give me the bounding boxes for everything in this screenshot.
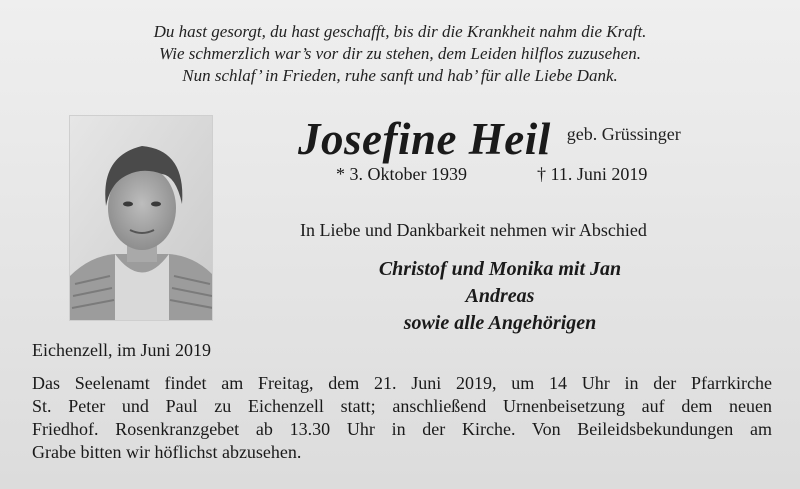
service-line: Das Seelenamt findet am Freitag, dem 21. Juni 2019, um 14 Uhr in der Pfarrkirche — [32, 373, 772, 393]
place-date: Eichenzell, im Juni 2019 — [32, 340, 211, 360]
poem-line: Nun schlaf’ in Frieden, ruhe sanft und hab’ für alle Liebe Dank. — [182, 66, 618, 85]
poem-line: Du hast gesorgt, du hast geschafft, bis dir die Krankheit nahm die Kraft. — [153, 22, 647, 41]
service-announcement — [32, 372, 772, 464]
poem-line: Wie schmerzlich war’s vor dir zu stehen, dem Leiden hilflos zuzusehen. — [159, 44, 641, 63]
birth-date: * 3. Oktober 1939 — [336, 164, 467, 184]
maiden-name: geb. Grüssinger — [566, 124, 681, 144]
mourner-line: Christof und Monika mit Jan — [378, 258, 622, 280]
mourner-line: sowie alle Angehörigen — [403, 312, 597, 334]
service-line: Friedhof. Rosenkranzgebet ab 13.30 Uhr in der Kirche. Von Beileidsbekundungen am — [32, 419, 772, 439]
portrait-photo — [69, 115, 213, 321]
death-date: † 11. Juni 2019 — [537, 164, 648, 184]
mourner-line: Andreas — [465, 285, 535, 307]
deceased-name: Josefine Heil — [298, 114, 551, 164]
farewell-text: In Liebe und Dankbarkeit nehmen wir Abschied — [300, 220, 647, 240]
service-line: St. Peter und Paul zu Eichenzell statt; anschließend Urnenbeisetzung auf dem neuen — [32, 396, 772, 416]
service-line: Grabe bitten wir höflichst abzusehen. — [32, 442, 302, 462]
mourners-list — [300, 256, 700, 337]
poem — [0, 21, 800, 87]
name-row — [298, 113, 681, 165]
